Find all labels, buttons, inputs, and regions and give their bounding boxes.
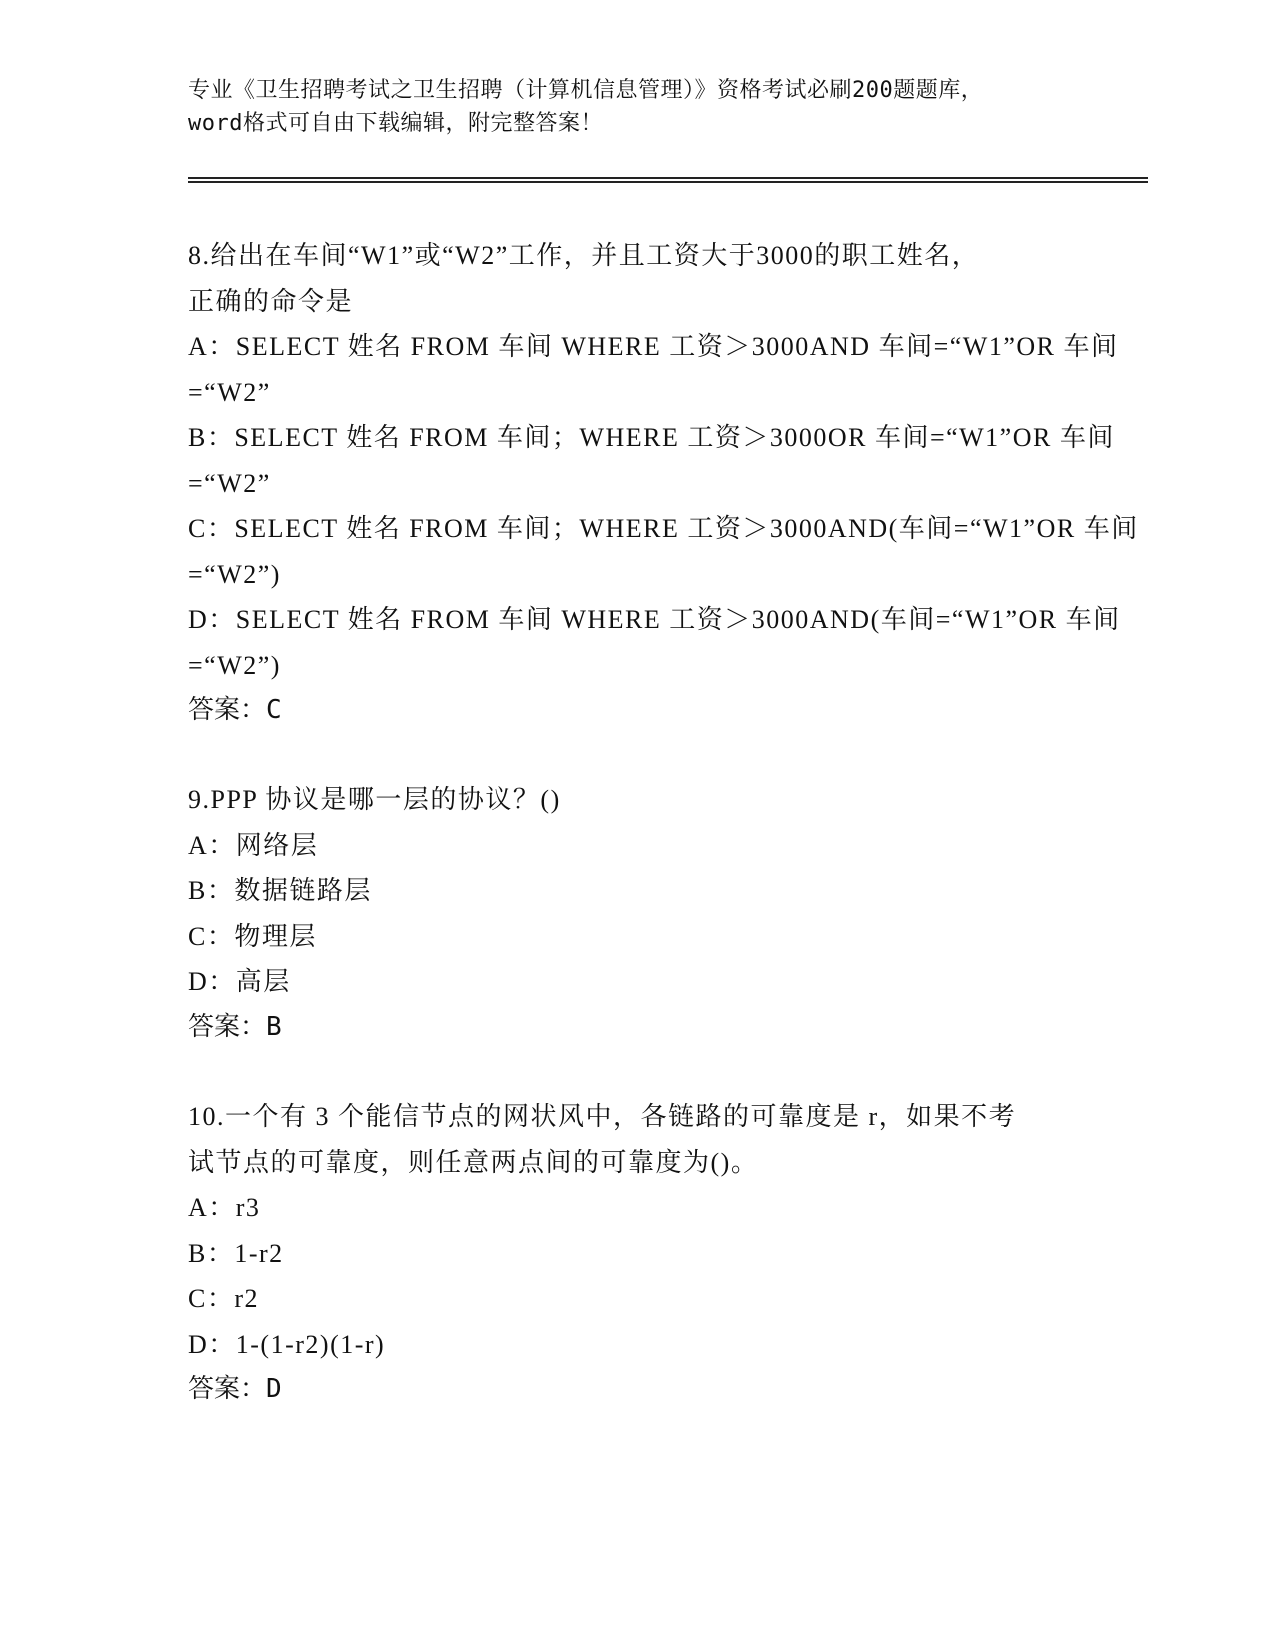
option-d: D：高层 bbox=[188, 967, 291, 996]
answer-label: 答案：D bbox=[188, 1374, 282, 1404]
option-a: A：r3 bbox=[188, 1193, 261, 1222]
option-b: B：SELECT 姓名 FROM 车间；WHERE 工资＞3000OR 车间=“W1”OR 车间 bbox=[188, 423, 1115, 452]
question-8 bbox=[188, 233, 1139, 734]
question-stem-line: 试节点的可靠度，则任意两点间的可靠度为()。 bbox=[188, 1147, 759, 1177]
question-stem-line: 10.一个有 3 个能信节点的网状风中，各链路的可靠度是 r，如果不考 bbox=[188, 1102, 1017, 1131]
option-a: A：SELECT 姓名 FROM 车间 WHERE 工资＞3000AND 车间=“W1”OR 车间 bbox=[188, 332, 1119, 361]
option-d: D：SELECT 姓名 FROM 车间 WHERE 工资＞3000AND(车间=“W1”OR 车间 bbox=[188, 605, 1121, 634]
document-header bbox=[188, 74, 1088, 140]
option-b: B：1-r2 bbox=[188, 1238, 284, 1268]
option-c-continued: =“W2”) bbox=[188, 559, 281, 589]
option-d: D：1-(1-r2)(1-r) bbox=[188, 1329, 386, 1359]
header-double-rule bbox=[188, 177, 1148, 183]
option-c: C：SELECT 姓名 FROM 车间；WHERE 工资＞3000AND(车间=“W1”OR 车间 bbox=[188, 514, 1139, 543]
answer-label: 答案：B bbox=[188, 1011, 282, 1042]
question-stem-line: 8.给出在车间“W1”或“W2”工作，并且工资大于3000的职工姓名， bbox=[188, 241, 980, 270]
question-9 bbox=[188, 777, 1088, 1050]
question-stem-line: 9.PPP 协议是哪一层的协议？() bbox=[188, 785, 561, 814]
option-a-continued: =“W2” bbox=[188, 377, 271, 407]
header-line-2: word格式可自由下载编辑，附完整答案！ bbox=[188, 111, 603, 136]
option-c: C：r2 bbox=[188, 1284, 260, 1313]
header-line-1: 专业《卫生招聘考试之卫生招聘（计算机信息管理）》资格考试必刷200题题库， bbox=[188, 78, 984, 103]
option-a: A：网络层 bbox=[188, 830, 319, 860]
option-c: C：物理层 bbox=[188, 921, 317, 951]
option-b-continued: =“W2” bbox=[188, 468, 271, 498]
question-10 bbox=[188, 1094, 1088, 1413]
option-b: B：数据链路层 bbox=[188, 876, 372, 905]
answer-label: 答案：C bbox=[188, 695, 282, 725]
option-d-continued: =“W2”) bbox=[188, 650, 281, 680]
question-stem-line: 正确的命令是 bbox=[188, 286, 354, 316]
